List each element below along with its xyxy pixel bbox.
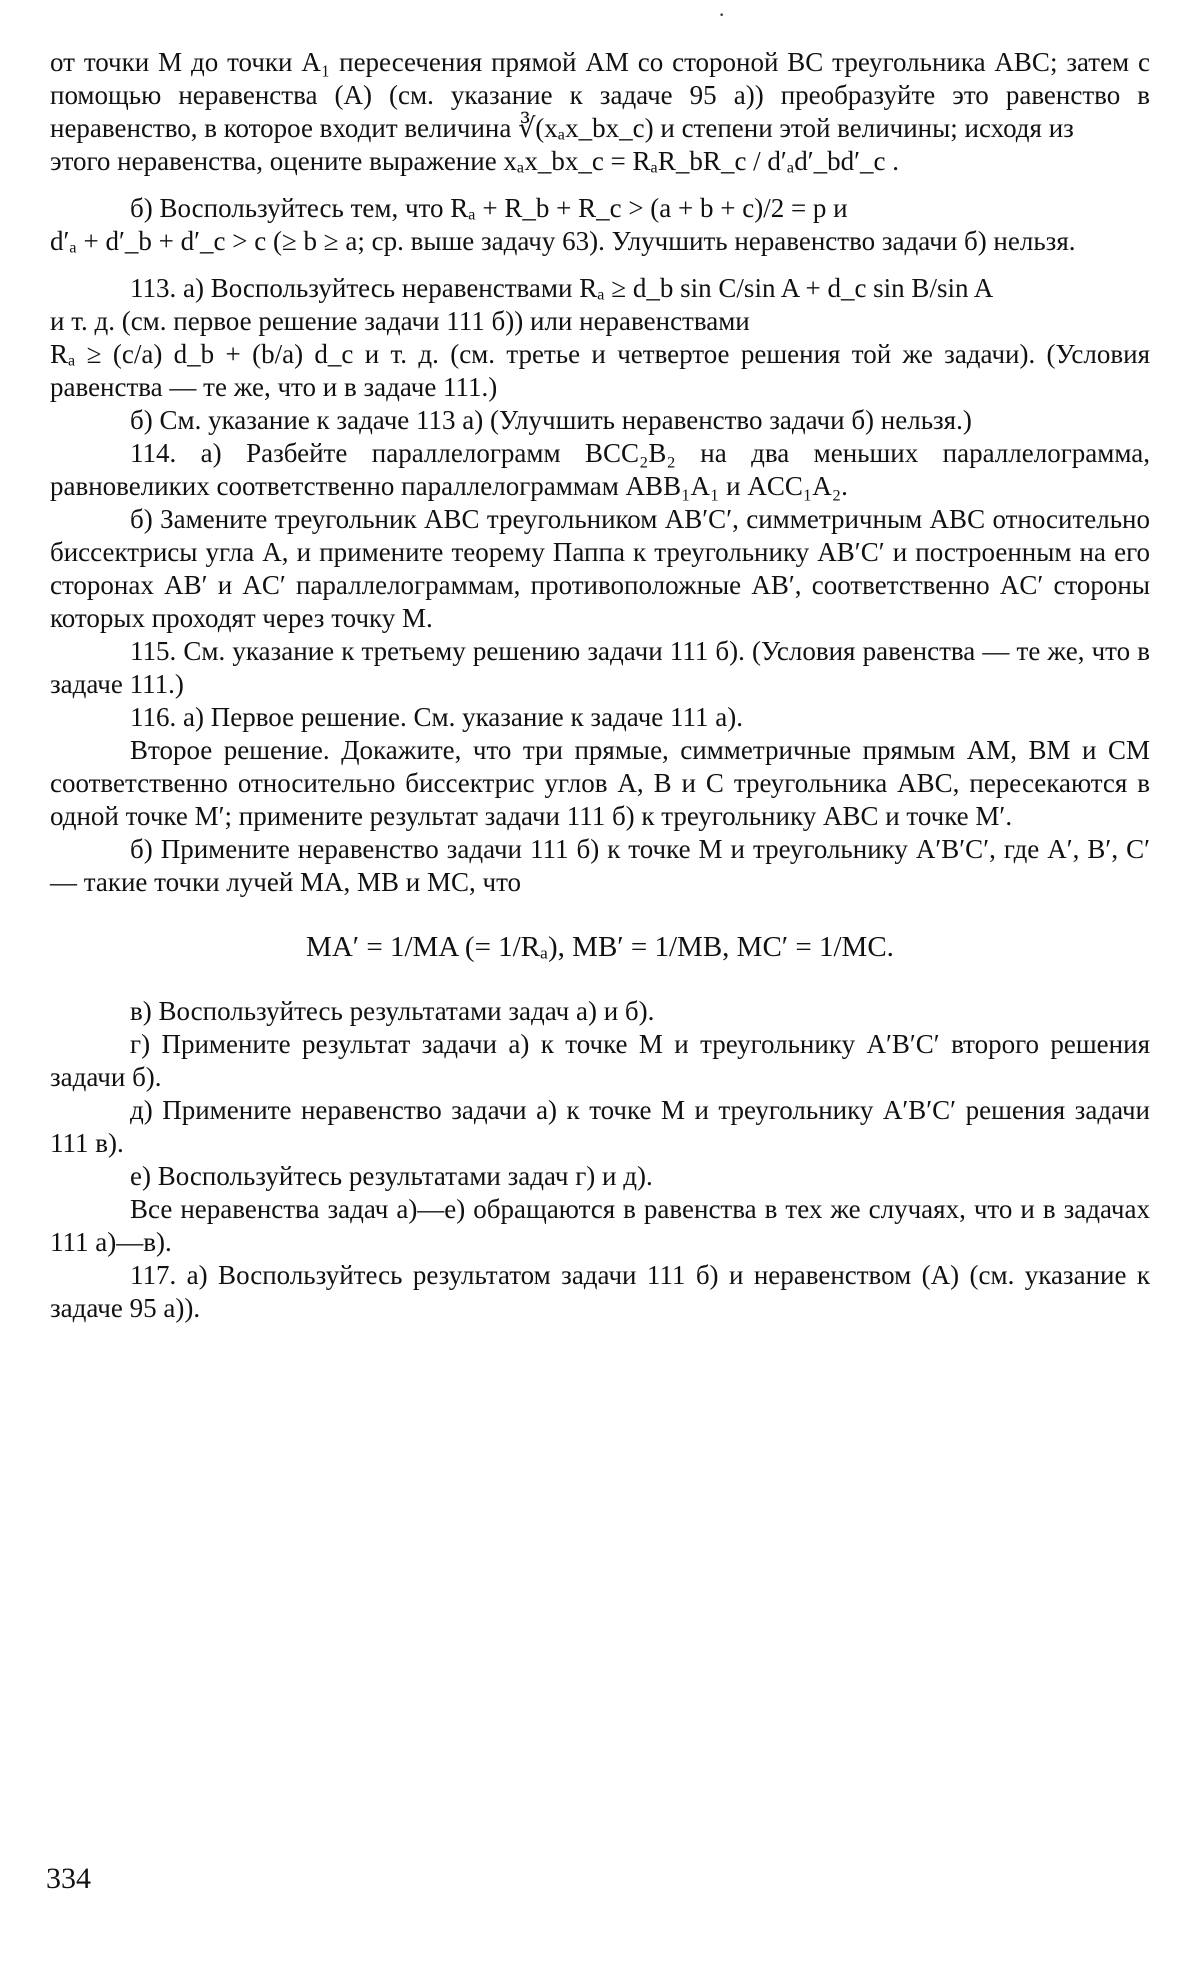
para-116d: д) Примените неравенство задачи а) к точке M и треугольнику A′B′C′ решения задачи 111 в). <box>50 1095 1150 1158</box>
para-116a-2: Второе решение. Докажите, что три прямые, симметричные прямым AM, BM и CM соответственно относительно биссектрис углов A, B и C треугольника ABC, пересекаются в одной точке M′; примените результат задачи 111 б) к треугольнику ABC и точке M′. <box>50 735 1150 831</box>
para-116-all: Все неравенства задач а)—е) обращаются в равенства в тех же случаях, что и в задачах 111 а)—в). <box>50 1194 1150 1257</box>
para-113b: б) См. указание к задаче 113 а) (Улучшить неравенство задачи б) нельзя.) <box>130 405 972 435</box>
para-117: 117. а) Воспользуйтесь результатом задачи 111 б) и неравенством (А) (см. указание к задаче 95 а)). <box>50 1260 1150 1323</box>
para-116v: в) Воспользуйтесь результатами задач а) и б). <box>130 996 655 1026</box>
para-115: 115. См. указание к третьему решению задачи 111 б). (Условия равенства — те же, что в задаче 111.) <box>50 636 1150 699</box>
para-116e: е) Воспользуйтесь результатами задач г) и д). <box>130 1161 653 1191</box>
para-6: б) Воспользуйтесь тем, что Rₐ + R_b + R_c > (a + b + c)/2 = p и <box>130 193 848 223</box>
para-116g: г) Примените результат задачи а) к точке M и треугольнику A′B′C′ второго решения задачи б). <box>50 1029 1150 1092</box>
para-116a: 116. а) Первое решение. См. указание к задаче 111 а). <box>130 702 743 732</box>
para-7: d′ₐ + d′_b + d′_c > c (≥ b ≥ a; ср. выше задачу 63). Улучшить неравенство задачи б) нельзя. <box>50 226 1076 256</box>
formula-ma: MA′ = 1/MA (= 1/Rₐ), MB′ = 1/MB, MC′ = 1/MC. <box>306 931 894 963</box>
para-114b: б) Замените треугольник ABC треугольником AB′C′, симметричным ABC относительно биссектрисы угла A, и примените теорему Паппа к треугольнику AB′C′ и построенным на его сторонах AB′ и AC′ параллелограммам, противоположные AB′, соответственно AC′ стороны которых проходят через точку M. <box>50 504 1150 633</box>
para-113a-2: и т. д. (см. первое решение задачи 111 б)) или неравенствами <box>50 306 750 336</box>
page-number: 334 <box>46 1862 91 1895</box>
para-1: от точки M до точки A₁ пересечения прямой AM со стороной BC треугольника ABC; затем с помощью неравенства (А) (см. указание к задаче 95 а)) преобразуйте это равенство в неравенство, в которое входит величина ∛(xₐx_bx_c) и степени этой величины; исходя из <box>50 47 1150 143</box>
para-113a: 113. а) Воспользуйтесь неравенствами Rₐ ≥ d_b sin C/sin A + d_c sin B/sin A <box>130 273 994 303</box>
page-body <box>50 46 1150 1325</box>
top-mark: · <box>718 2 726 27</box>
para-116b: б) Примените неравенство задачи 111 б) к точке M и треугольнику A′B′C′, где A′, B′, C′ — такие точки лучей MA, MB и MC, что <box>50 834 1150 897</box>
para-113a-3: Rₐ ≥ (c/a) d_b + (b/a) d_c и т. д. (см. третье и четвертое решения той же задачи). (Условия равенства — те же, что и в задаче 111.) <box>50 339 1150 402</box>
para-5: этого неравенства, оцените выражение xₐx_bx_c = RₐR_bR_c / d′ₐd′_bd′_c . <box>50 146 900 176</box>
para-114a: 114. а) Разбейте параллелограмм BCC₂B₂ на два меньших параллелограмма, равновеликих соответственно параллелограммам ABB₁A₁ и ACC₁A₂. <box>50 438 1150 501</box>
